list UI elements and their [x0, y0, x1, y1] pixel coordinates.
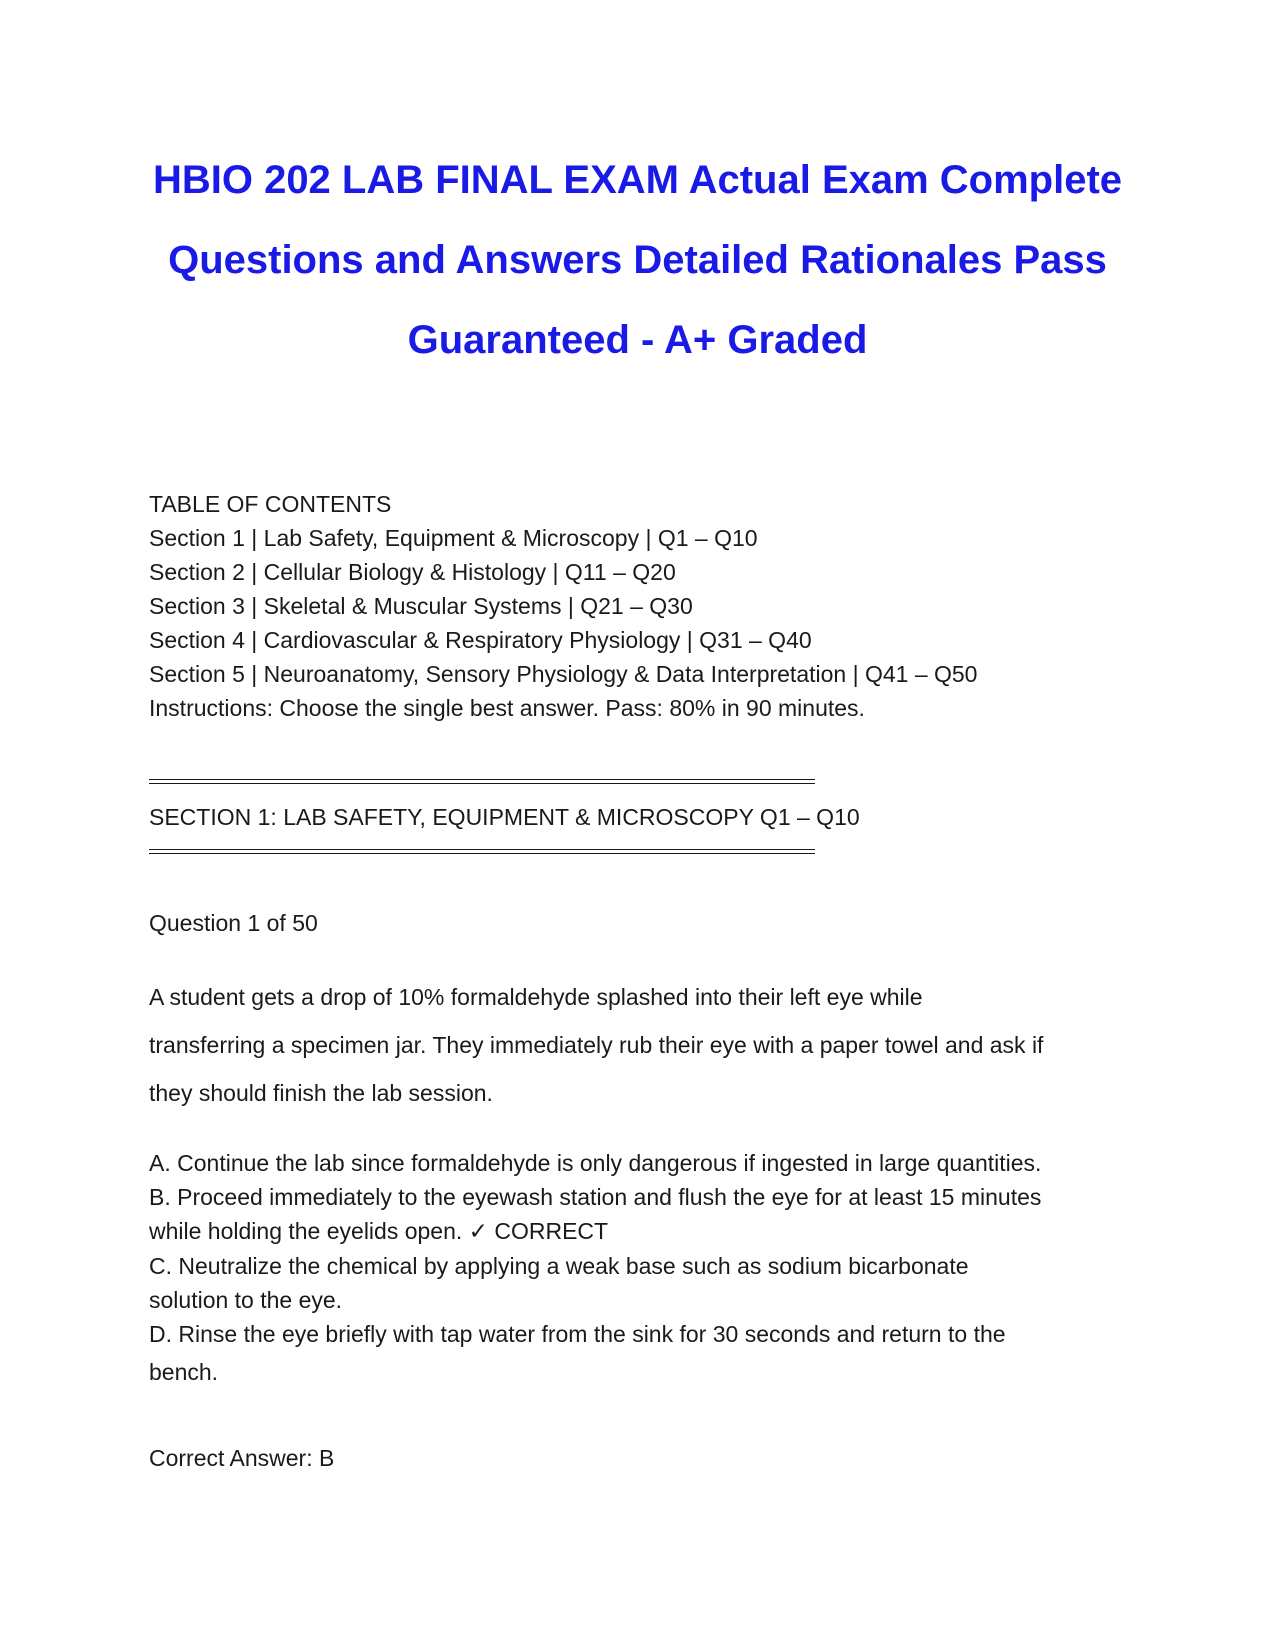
toc-instructions: Instructions: Choose the single best answer. Pass: 80% in 90 minutes. [149, 695, 865, 721]
answer-options [149, 1146, 1149, 1396]
section-heading: SECTION 1: LAB SAFETY, EQUIPMENT & MICROSCOPY Q1 – Q10 [149, 804, 860, 830]
document-title [140, 140, 1135, 380]
option-a: A. Continue the lab since formaldehyde is only dangerous if ingested in large quantities. [149, 1150, 1042, 1176]
toc-item-section-4: Section 4 | Cardiovascular & Respiratory Physiology | Q31 – Q40 [149, 627, 812, 653]
question-stem [149, 973, 1129, 1117]
toc-item-section-2: Section 2 | Cellular Biology & Histology | Q11 – Q20 [149, 559, 676, 585]
option-b: B. Proceed immediately to the eyewash station and flush the eye for at least 15 minutes [149, 1184, 1042, 1210]
title-line-2: Questions and Answers Detailed Rationales Pass [168, 238, 1107, 282]
toc-item-section-1: Section 1 | Lab Safety, Equipment & Microscopy | Q1 – Q10 [149, 525, 758, 551]
toc-heading: TABLE OF CONTENTS [149, 491, 392, 517]
title-line-3: Guaranteed - A+ Graded [407, 318, 868, 362]
question-stem-line: transferring a specimen jar. They immediately rub their eye with a paper towel and ask if [149, 1032, 1044, 1058]
option-b-text: while holding the eyelids open. [149, 1218, 463, 1244]
question-stem-line: A student gets a drop of 10% formaldehyde splashed into their left eye while [149, 984, 923, 1010]
table-of-contents [149, 487, 1149, 725]
question-stem-line: they should finish the lab session. [149, 1080, 493, 1106]
option-c-continued: solution to the eye. [149, 1287, 343, 1313]
option-d: D. Rinse the eye briefly with tap water from the sink for 30 seconds and return to the [149, 1321, 1006, 1347]
question-number: Question 1 of 50 [149, 910, 318, 936]
correct-answer: Correct Answer: B [149, 1445, 335, 1471]
option-b-continued [149, 1214, 1149, 1249]
option-c: C. Neutralize the chemical by applying a weak base such as sodium bicarbonate [149, 1253, 969, 1279]
correct-marker: CORRECT [494, 1218, 609, 1244]
title-line-1: HBIO 202 LAB FINAL EXAM Actual Exam Complete [152, 158, 1123, 202]
section-divider-top [149, 779, 815, 780]
toc-item-section-3: Section 3 | Skeletal & Muscular Systems | Q21 – Q30 [149, 593, 693, 619]
section-divider-bottom [149, 849, 815, 850]
option-d-continued: bench. [149, 1359, 219, 1385]
checkmark-icon: ✓ [468, 1219, 488, 1245]
toc-item-section-5: Section 5 | Neuroanatomy, Sensory Physiology & Data Interpretation | Q41 – Q50 [149, 661, 978, 687]
